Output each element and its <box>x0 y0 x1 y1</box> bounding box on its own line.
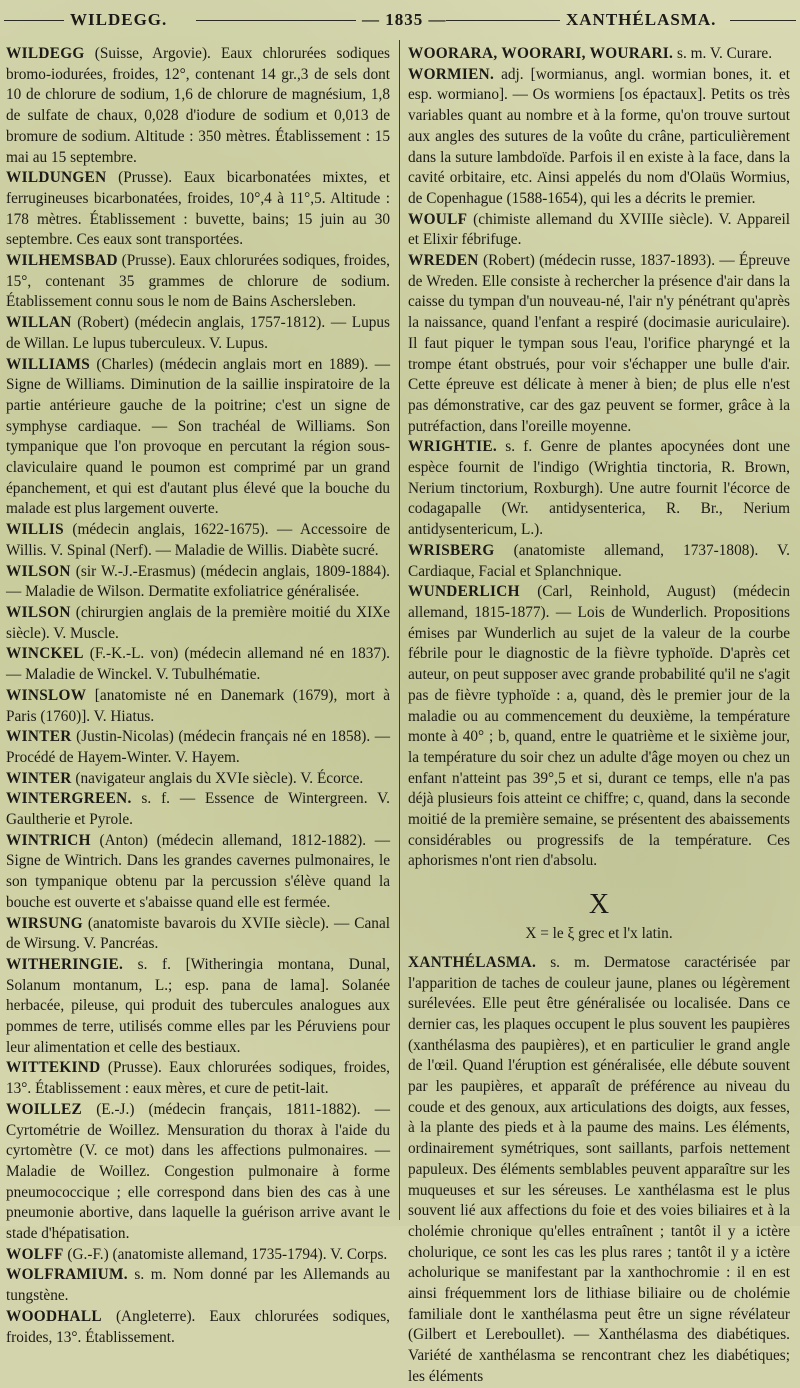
entry-headword: WILLIS <box>6 521 64 539</box>
entry-headword: WINTRICH <box>6 831 91 849</box>
entry-headword: WRISBERG <box>408 541 495 559</box>
dictionary-entry <box>408 251 790 437</box>
dictionary-entry <box>408 44 790 65</box>
column-divider <box>399 40 400 1220</box>
entry-headword: WILDUNGEN <box>6 169 107 187</box>
entry-text: (Carl, Reinhold, August) (médecin allemand, 1815-1877). — Lois de Wunderlich. Propositions émises par Wunderlich au sujet de la valeur de la courbe fébrile pour le diagnostic de la fièvre typhoïde. D'après cet auteur, on peut supposer avec grande probabilité qu'il ne s'agit pas de fièvre typhoïde : a, quand, dès le premier jour de la maladie ou au commencement du deuxième, la température monte à 40° ; b, quand, entre le quatrième et le sixième jour, la température du soir chez un adulte d'âge moyen ou chez un enfant n'atteint pas 39°,5 et si, durant ce temps, elle n'a pas déjà plusieurs fois atteint ce chiffre; c, quand, dans la seconde moitié de la première semaine, se présentent des abaissements considérables ou progressifs de la température. Ces aphorismes n'ont rien d'absolu. <box>408 583 790 870</box>
entry-text: adj. [wormianus, angl. wormian bones, it. et esp. wormiano]. — Os wormiens [os épactaux]. Petits os très variables quant au nombre et à la forme, qu'on trouve surtout aux angles des sutures de la voûte du crâne, particulièrement dans la suture lambdoïde. Parfois il en existe à la face, dans la cavité orbitaire, etc. Ainsi appelés du nom d'Olaüs Wormius, de Copenhague (1588-1654), qui les a décrits le premier. <box>408 65 790 207</box>
dictionary-entry <box>6 831 390 914</box>
entry-headword: WINTERGREEN. <box>6 790 132 808</box>
entry-headword: WINTER <box>6 769 72 787</box>
entry-text: s. f. Genre de plantes apocynées dont une espèce fournit de l'indigo (Wrightia tinctoria, R. Brown, Nerium tinctorium, Roxburgh). Une autre fournit l'écorce de codagapalle (Wr. antidysenterica, R. Br., Nerium antidysentericum, L.). <box>408 438 790 539</box>
running-header <box>0 4 800 38</box>
entry-headword: WINTER <box>6 728 72 746</box>
dictionary-entry <box>408 953 790 1388</box>
entry-headword: WINCKEL <box>6 645 84 663</box>
dictionary-entry <box>6 644 390 685</box>
entry-text: [anatomiste né en Danemark (1679), mort à Paris (1760)]. V. Hiatus. <box>6 686 390 725</box>
entry-text: (Justin-Nicolas) (médecin français né en 1858). — Procédé de Hayem-Winter. V. Hayem. <box>6 728 390 766</box>
dictionary-entry <box>6 168 390 251</box>
entry-headword: WOLFRAMIUM. <box>6 1266 128 1284</box>
header-rule-center-right <box>446 20 560 21</box>
dictionary-entry <box>6 686 390 727</box>
dictionary-entry <box>408 582 790 872</box>
entry-headword: WIRSUNG <box>6 914 83 932</box>
entry-text: (Prusse). Eaux chlorurées sodiques, froides, 13°. Établissement : eaux mères, et cure de petit-lait. <box>6 1059 390 1098</box>
dictionary-entry <box>6 914 390 955</box>
dictionary-entry <box>6 520 390 561</box>
section-line: X = le ξ grec et l'x latin. <box>525 925 673 943</box>
right-column <box>408 44 790 1388</box>
dictionary-entry <box>6 727 390 768</box>
dictionary-entry <box>6 1307 390 1348</box>
dictionary-entry <box>6 769 390 790</box>
entry-text: (Prusse). Eaux bicarbonatées mixtes, et ferrugineuses bicarbonatées, froides, 10°,4 à 11°,5. Altitude : 178 mètres. Établissement : buvette, bains; 15 juin au 30 septembre. Ces eaux sont transportées. <box>6 169 390 249</box>
header-left-word: WILDEGG. <box>70 10 168 29</box>
dictionary-entry <box>6 44 390 168</box>
entry-text: (Robert) (médecin anglais, 1757-1812). — Lupus de Willan. Le lupus tuberculeux. V. Lupus. <box>6 314 390 352</box>
entry-headword: WREDEN <box>408 252 479 270</box>
dictionary-entry <box>408 65 790 210</box>
entry-headword: WILLIAMS <box>6 355 91 373</box>
entry-text: (anatomiste allemand, 1737-1808). V. Cardiaque, Facial et Splanchnique. <box>408 541 790 580</box>
entry-text: (anatomiste bavarois du XVIIe siècle). — Canal de Wirsung. V. Pancréas. <box>6 914 390 953</box>
entry-text: s. m. Dermatose caractérisée par l'apparition de taches de couleur jaune, planes ou légèrement surélevées. Elle peut être généralisée ou localisée. Dans ce dernier cas, les plaques occupent le plus souvent les paupières (xanthélasma des paupières), et en particulier le grand angle de l'œil. Quand l'éruption est généralisée, elle débute souvent par les paupières, et apparaît de préférence au niveau du coude et des genoux, aux articulations des doigts, aux fesses, à la plante des pieds et à la paume des mains. Les éléments, ordinairement symétriques, sont saillants, parfois nettement papuleux. Des éléments semblables peuvent apparaître sur les muqueuses et sur les séreuses. Le xanthélasma est le plus souvent lié aux affections du foie et des voies biliaires et à la cholémie chronique qu'elles entraînent ; tantôt il y a ictère cholurique, ce sont les cas les plus rares ; tantôt il y a ictère acholurique se manifestant par la xanthochromie : il en est ainsi fréquemment lors de lithiase biliaire ou de cholémie familiale dont le xanthélasma peut être un signe révélateur (Gilbert et Lereboullet). — Xanthélasma des diabétiques. Variété de xanthélasma se rencontrant chez les diabétiques; les éléments <box>408 953 790 1385</box>
entry-headword: WOORARA, WOORARI, WOURARI. <box>408 45 674 62</box>
header-rule-center-left <box>196 20 356 21</box>
header-right-word: XANTHÉLASMA. <box>566 10 717 29</box>
entry-text: (Prusse). Eaux chlorurées sodiques, froides, 15°, contenant 35 grammes de chlorure de sodium. Établissement connu sous le nom de Bains Aschersleben. <box>6 252 390 311</box>
dictionary-entry <box>6 251 390 313</box>
dictionary-entry <box>6 313 390 354</box>
dictionary-entry <box>6 789 390 830</box>
dictionary-entry <box>6 1245 390 1266</box>
right-column-entries <box>408 44 790 872</box>
entry-text: s. m. V. Curare. <box>673 45 773 62</box>
entry-headword: WORMIEN. <box>408 65 495 83</box>
dictionary-entry <box>408 541 790 582</box>
entry-headword: WOLFF <box>6 1245 64 1263</box>
entry-headword: WILDEGG <box>6 45 85 62</box>
entry-headword: WITTEKIND <box>6 1059 101 1077</box>
entry-text: (Anton) (médecin allemand, 1812-1882). — Signe de Wintrich. Dans les grandes cavernes pulmonaires, le son tympanique obtenu par la percussion s'élève quand la bouche est ouverte et s'abaisse quand elle est fermée. <box>6 831 390 911</box>
entry-headword: XANTHÉLASMA. <box>408 953 537 971</box>
dictionary-entry <box>6 355 390 521</box>
entry-text: (chimiste allemand du XVIIIe siècle). V. Appareil et Elixir fébrifuge. <box>408 210 790 249</box>
header-rule-left <box>4 20 64 21</box>
entry-text: (Robert) (médecin russe, 1837-1893). — Épreuve de Wreden. Elle consiste à rechercher la présence d'air dans la caisse du tympan d'un nouveau-né, l'air n'y pénétrant qu'après la naissance, quand l'enfant a respiré (docimasie auriculaire). Il faut piquer le tympan sous l'eau, l'orifice pharyngé et la trompe étant obstrués, pour voir s'échapper une bulle d'air. Cette épreuve est délicate à mener à bien; de plus elle n'est pas démonstrative, car des gaz peuvent se former, grâce à la putréfaction, dans l'oreille moyenne. <box>408 252 790 435</box>
dictionary-entry <box>6 562 390 603</box>
left-column <box>6 44 390 1348</box>
entry-text: (Suisse, Argovie). Eaux chlorurées sodiques bromo-iodurées, froides, 12°, contenant 14 gr.,3 de sels dont 10 de chlorure de sodium, 1,6 de chlorure de magnésium, 1,8 de sulfate de chaux, 0,028 d'iodure de sodium et 0,013 de bromure de sodium. Altitude : 350 mètres. Établissement : 15 mai au 15 septembre. <box>6 45 390 166</box>
entry-text: (Angleterre). Eaux chlorurées sodiques, froides, 13°. Établissement. <box>6 1307 390 1346</box>
entry-headword: WILHEMSBAD <box>6 252 118 270</box>
entry-text: (sir W.-J.-Erasmus) (médecin anglais, 1809-1884). — Maladie de Wilson. Dermatite exfoliatrice généralisée. <box>6 562 390 601</box>
section-letter: X <box>588 889 610 921</box>
entry-headword: WOODHALL <box>6 1307 102 1325</box>
entry-text: s. m. Nom donné par les Allemands au tungstène. <box>6 1266 390 1305</box>
dictionary-entry <box>6 955 390 1059</box>
entry-headword: WILSON <box>6 603 71 621</box>
entry-headword: WINSLOW <box>6 686 87 704</box>
entry-headword: WILLAN <box>6 314 72 332</box>
entry-headword: WILSON <box>6 562 71 580</box>
dictionary-entry <box>6 1100 390 1245</box>
entry-text: s. f. — Essence de Wintergreen. V. Gaultherie et Pyrole. <box>6 790 390 829</box>
entry-text: (E.-J.) (médecin français, 1811-1882). — Cyrtométrie de Woillez. Mensuration du thorax à l'aide du cyrtomètre (V. ce mot) dans les affections pulmonaires. — Maladie de Woillez. Congestion pulmonaire à forme pneumococcique ; elle correspond dans bien des cas à une pneumonie abortive, dans laquelle la guérison arrive avant le stade d'hépatisation. <box>6 1100 390 1243</box>
header-page-number: — 1835 — <box>362 10 447 29</box>
entry-headword: WOULF <box>408 210 468 228</box>
entry-text: s. f. [Witheringia montana, Dunal, Solanum montanum, L.; esp. pana de lama]. Solanée herbacée, pileuse, qui produit des tubercules analogues aux pommes de terre, utilisés comme elles par les Péruviens pour leur alimentation et celle des bestiaux. <box>6 955 390 1056</box>
dictionary-entry <box>6 603 390 644</box>
dictionary-entry <box>6 1265 390 1306</box>
entry-text: (médecin anglais, 1622-1675). — Accessoire de Willis. V. Spinal (Nerf). — Maladie de Willis. Diabète sucré. <box>6 521 390 559</box>
entry-headword: WUNDERLICH <box>408 583 520 601</box>
entry-headword: WITHERINGIE. <box>6 955 124 973</box>
entry-headword: WOILLEZ <box>6 1100 83 1118</box>
entry-text: (F.-K.-L. von) (médecin allemand né en 1837). — Maladie de Winckel. V. Tubulhématie. <box>6 645 390 684</box>
entry-text: (navigateur anglais du XVIe siècle). V. Écorce. <box>71 769 364 787</box>
dictionary-entry <box>408 437 790 541</box>
header-rule-right <box>730 20 796 21</box>
dictionary-entry <box>6 1058 390 1099</box>
entry-text: (Charles) (médecin anglais mort en 1889). — Signe de Williams. Diminution de la saillie inspiratoire de la partie antérieure gauche de la poitrine; c'est un signe de symphyse cardiaque. — Son trachéal de Williams. Son tympanique que l'on provoque en percutant la région sous-claviculaire quand le poumon est comprimé par un grand épanchement, et qui est d'autant plus élevé que la bouche du malade est plus largement ouverte. <box>6 355 390 518</box>
entry-text: (chirurgien anglais de la première moitié du XIXe siècle). V. Muscle. <box>6 603 390 642</box>
entry-headword: WRIGHTIE. <box>408 438 497 456</box>
dictionary-entry <box>408 210 790 251</box>
entry-text: (G.-F.) (anatomiste allemand, 1735-1794). V. Corps. <box>63 1245 388 1263</box>
right-column-entries-x <box>408 953 790 1388</box>
